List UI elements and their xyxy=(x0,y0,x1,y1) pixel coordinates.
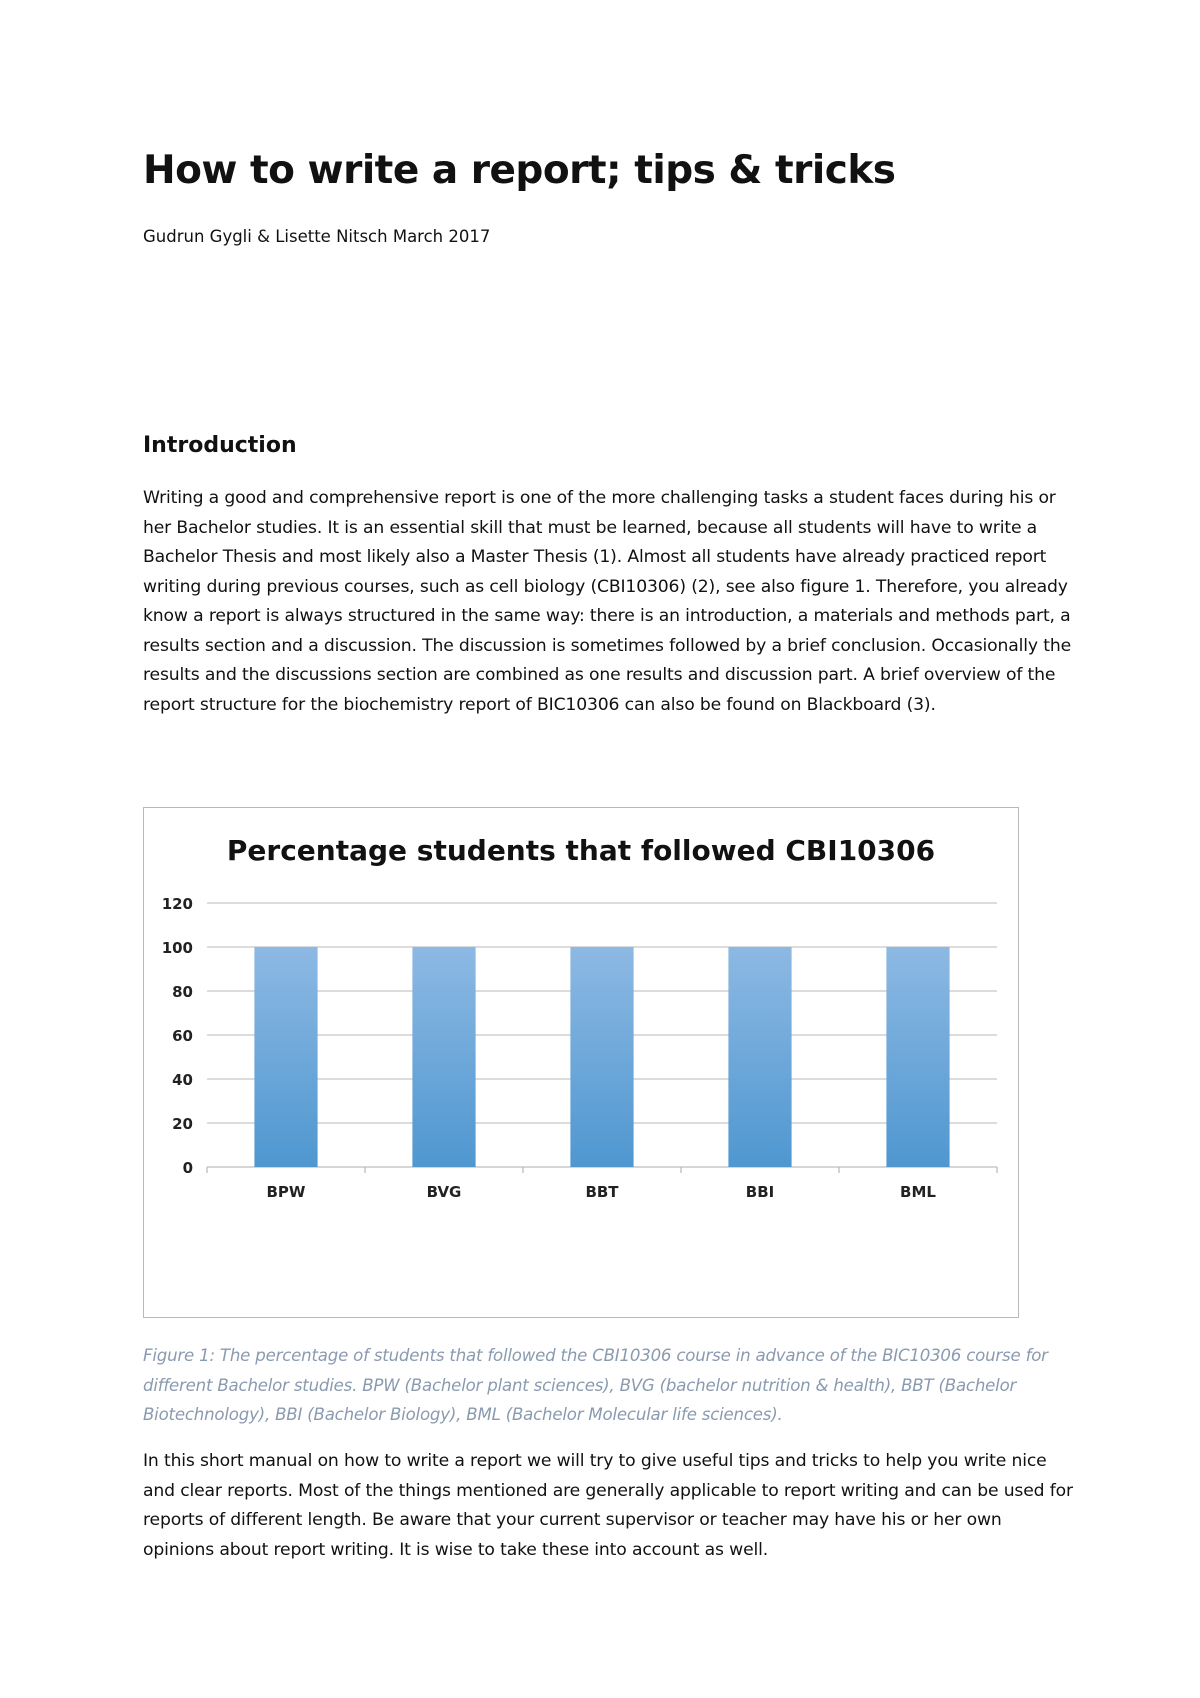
x-tick-label-bml: BML xyxy=(900,1183,936,1201)
chart-title: Percentage students that followed CBI10306 xyxy=(226,834,936,867)
y-tick-label: 20 xyxy=(172,1115,193,1133)
x-tick-label-bbi: BBI xyxy=(745,1183,775,1201)
intro-paragraph: Writing a good and comprehensive report is one of the more challenging tasks a student faces during his or her Bachelor studies. It is an essential skill that must be learned, because all students will have to write a Bachelor Thesis and most likely also a Master Thesis (1). Almost all students have already practiced report writing during previous courses, such as cell biology (CBI10306) (2), see also figure 1. Therefore, you already know a report is always structured in the same way: there is an introduction, a materials and methods part, a results section and a discussion. The discussion is sometimes followed by a brief conclusion. Occasionally the results and the discussions section are combined as one results and discussion part. A brief overview of the report structure for the biochemistry report of BIC10306 can also be found on Blackboard (3). xyxy=(143,488,1071,715)
y-tick-label: 120 xyxy=(161,895,193,913)
y-tick-label: 80 xyxy=(172,983,193,1001)
figure-caption: Figure 1: The percentage of students that followed the CBI10306 course in advance of the BIC10306 course for different Bachelor studies. BPW (Bachelor plant sciences), BVG (bachelor nutrition & health), BBT (Bachelor Biotechnology), BBI (Bachelor Biology), BML (Bachelor Molecular life sciences). xyxy=(143,1346,1048,1424)
document-title: How to write a report; tips & tricks xyxy=(143,148,896,193)
bar-bpw xyxy=(254,947,317,1167)
y-tick-label: 40 xyxy=(172,1071,193,1089)
bar-chart xyxy=(144,808,1017,1316)
closing-paragraph: In this short manual on how to write a report we will try to give useful tips and tricks to help you write nice and clear reports. Most of the things mentioned are generally applicable to report writing and can be used for reports of different length. Be aware that your current supervisor or teacher may have his or her own opinions about report writing. It is wise to take these into account as well. xyxy=(143,1451,1073,1560)
y-tick-label: 100 xyxy=(161,939,193,957)
x-tick-label-bbt: BBT xyxy=(585,1183,619,1201)
y-tick-label: 0 xyxy=(182,1159,193,1177)
bar-bbi xyxy=(728,947,791,1167)
y-tick-label: 60 xyxy=(172,1027,193,1045)
document-authors: Gudrun Gygli & Lisette Nitsch March 2017 xyxy=(143,227,491,246)
figure-chart xyxy=(143,807,1019,1318)
bar-bml xyxy=(886,947,949,1167)
bar-bbt xyxy=(570,947,633,1167)
bar-bvg xyxy=(412,947,475,1167)
section-heading-introduction: Introduction xyxy=(143,433,297,458)
x-tick-label-bpw: BPW xyxy=(266,1183,306,1201)
x-tick-label-bvg: BVG xyxy=(426,1183,462,1201)
